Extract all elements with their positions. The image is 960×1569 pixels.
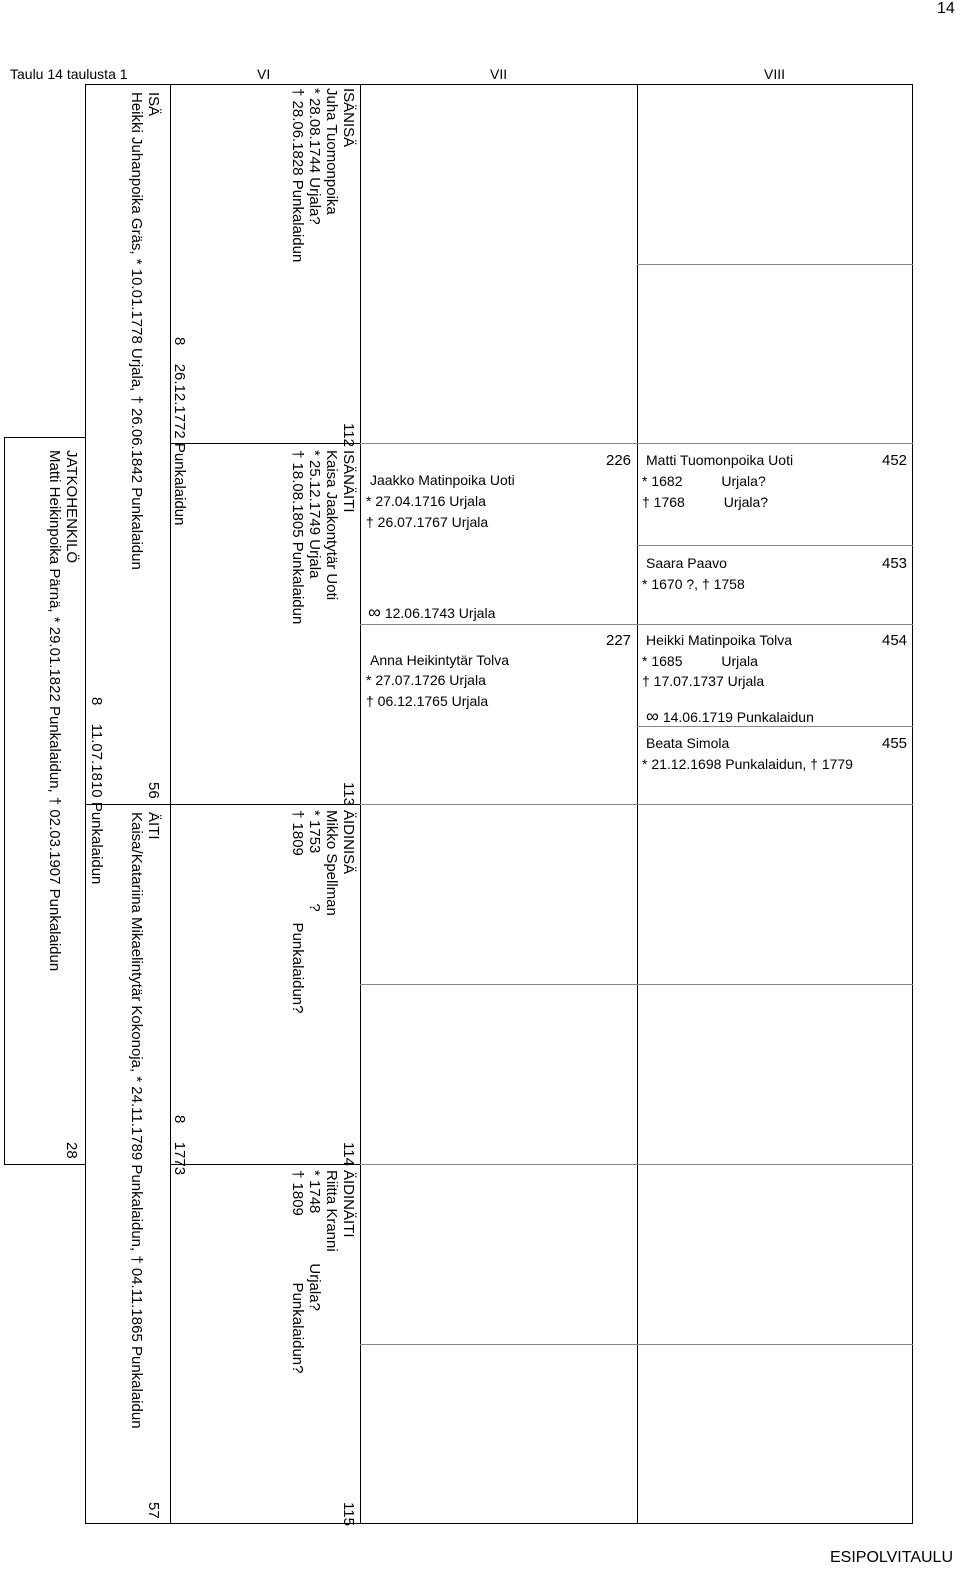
mother-line: Kaisa/Katariina Mikaelintytär Kokonoja, * 24.11.1789 Punkalaidun, † 04.11.1865 Punkalaidun (128, 812, 145, 1429)
gen5-3-l2: * 21.12.1698 Punkalaidun, † 1779 (642, 756, 853, 772)
gen5-split-9 (637, 1344, 913, 1345)
gen3-0-role: ISÄNISÄ (340, 88, 357, 148)
gen3-paternal-grandfather (289, 88, 357, 262)
gen3-1-number: 113 (340, 782, 357, 806)
gen3-2-birth: * 1753 ? (306, 810, 323, 912)
gen4-father-name: Jaakko Matinpoika Uoti (370, 472, 515, 488)
father-marriage-date: 26.12.1772 Punkalaidun (171, 363, 188, 526)
gen4-mother-number: 227 (606, 632, 632, 649)
table-label: Taulu 14 taulusta 1 (10, 66, 128, 82)
gen5-split-2 (637, 443, 913, 444)
gen3-3-role: ÄIDINÄITI (340, 1170, 357, 1238)
gen3-paternal-grandmother (289, 450, 357, 624)
page-number: 14 (937, 0, 955, 17)
gen5-2-l3: † 17.07.1737 Urjala (642, 673, 765, 689)
father-marriage (171, 337, 188, 526)
gen4-split-b (360, 624, 638, 625)
gen5-3-marriage (646, 706, 814, 726)
gen3-1-birth: * 25.12.1749 Urjala (306, 450, 323, 579)
gen4-split-d (360, 984, 638, 985)
gen3-1-role: ISÄNÄITI (340, 450, 357, 513)
gen3-3-number: 115 (340, 1502, 357, 1526)
mother-role: ÄITI (145, 812, 162, 840)
mother-block (128, 812, 162, 1429)
gen4-father-number: 226 (606, 452, 632, 469)
gen5-split-8 (637, 1164, 913, 1165)
subject-line: Matti Heikinpoika Pärnä, * 29.01.1822 Punkalaidun, † 02.03.1907 Punkalaidun (46, 450, 63, 972)
gen3-0-death: † 28.06.1828 Punkalaidun (289, 88, 306, 263)
gen4-mother-name: Anna Heikintytär Tolva (370, 652, 510, 668)
subject-role: JATKOHENKILÖ (63, 450, 80, 564)
gen5-split-1 (637, 264, 913, 265)
gen5-3-number: 455 (882, 735, 908, 752)
gen5-split-3 (637, 545, 913, 546)
gen3-2-number: 114 (340, 1142, 357, 1166)
generation-vii-label: VII (490, 66, 508, 82)
subject-number: 28 (63, 1142, 80, 1159)
gen5-2-number: 454 (882, 632, 908, 649)
footer-title: ESIPOLVITAULU (830, 1549, 953, 1566)
subject-box-left (4, 437, 5, 1165)
gen4-father-death: † 26.07.1767 Urjala (366, 514, 489, 530)
subject-marriage-date: 11.07.1810 Punkalaidun (88, 723, 105, 885)
subject-block (46, 450, 80, 971)
father-block (128, 92, 162, 570)
gen5-3-marriage-date: 14.06.1719 Punkalaidun (662, 709, 814, 725)
gen3-3-death: † 1809 Punkalaidun? (289, 1170, 306, 1374)
father-role: ISÄ (145, 92, 162, 117)
gen5-1-name: Saara Paavo (646, 555, 727, 571)
gen3-split-3 (170, 1164, 361, 1165)
gen3-maternal-grandfather (289, 810, 357, 1013)
gen3-maternal-grandmother (289, 1170, 357, 1373)
gen5-split-6 (637, 804, 913, 805)
gen3-1-death: † 18.08.1805 Punkalaidun (289, 450, 306, 625)
gen5-0-name: Matti Tuomonpoika Uoti (646, 452, 794, 468)
subject-box-top (4, 437, 85, 438)
gen4-split-f (360, 1344, 638, 1345)
gen3-3-birth: * 1748 Urjala? (306, 1170, 323, 1311)
frame-top (85, 84, 913, 85)
gen3-0-birth: * 28.08.1744 Urjala? (306, 88, 323, 225)
gen5-0-number: 452 (882, 452, 908, 469)
gen4-mother-death: † 06.12.1765 Urjala (366, 693, 489, 709)
father-number: 56 (145, 782, 162, 799)
gen4-father-birth: * 27.04.1716 Urjala (366, 493, 486, 509)
father-marriage-num: 8 (171, 337, 188, 346)
gen4-mother-birth: * 27.07.1726 Urjala (366, 672, 486, 688)
gen5-1-l2: * 1670 ?, † 1758 (642, 576, 745, 592)
gen5-0-l3: † 1768 Urjala? (642, 494, 769, 510)
gen5-2-l2: * 1685 Urjala (642, 653, 758, 669)
gen3-0-name: Juha Tuomonpoika (323, 88, 340, 215)
gen3-split-2 (170, 804, 361, 805)
gen5-3-name: Beata Simola (646, 735, 730, 751)
marriage-icon: ∞ (368, 602, 381, 622)
subject-marriage-num: 8 (88, 697, 105, 706)
gen3-3-name: Riitta Kranni (323, 1170, 340, 1252)
gen5-split-4 (637, 624, 913, 625)
gen5-2-name: Heikki Matinpoika Tolva (646, 632, 793, 648)
mother-number: 57 (145, 1502, 162, 1519)
gen3-2-role: ÄIDINISÄ (340, 810, 357, 875)
gen3-0-number: 112 (340, 423, 357, 447)
marriage-icon: ∞ (646, 706, 659, 726)
subject-box-bottom (4, 1164, 85, 1165)
gen3-2-name: Mikko Spellman (323, 810, 340, 916)
gen4-marriage-date: 12.06.1743 Urjala (384, 605, 496, 621)
gen4-split-a (360, 443, 638, 444)
gen5-1-number: 453 (882, 555, 908, 572)
mother-marriage-num: 8 (171, 1115, 188, 1124)
gen4-marriage (368, 602, 496, 622)
gen5-split-5 (637, 726, 913, 727)
subject-marriage (88, 697, 105, 884)
gen5-0-l2: * 1682 Urjala? (642, 473, 766, 489)
father-line: Heikki Juhanpoika Gräs, * 10.01.1778 Urjala, † 26.06.1842 Punkalaidun (128, 92, 145, 570)
generation-vi-label: VI (257, 66, 271, 82)
frame-bottom (85, 1523, 913, 1524)
gen4-split-c (360, 804, 638, 805)
gen5-split-7 (637, 984, 913, 985)
gen4-split-e (360, 1164, 638, 1165)
mother-marriage (171, 1115, 188, 1175)
gen3-2-death: † 1809 Punkalaidun? (289, 810, 306, 1014)
mother-marriage-date: 1773 (171, 1141, 188, 1176)
gen3-1-name: Kaisa Jaakontytär Uoti (323, 450, 340, 601)
gen3-split-1 (170, 443, 361, 444)
generation-viii-label: VIII (764, 66, 786, 82)
